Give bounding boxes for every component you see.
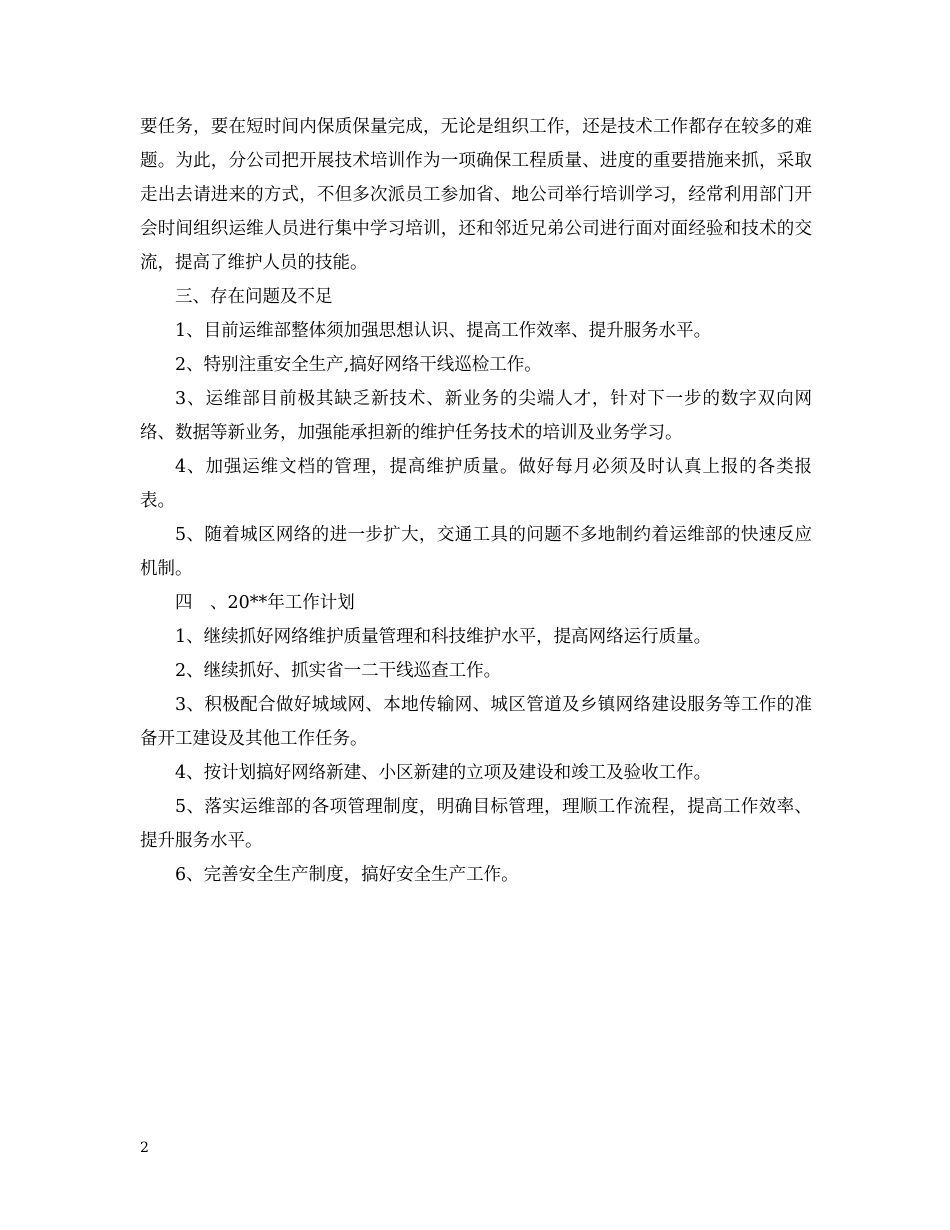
document-body xyxy=(140,110,812,892)
section-heading-work-plan: 四 、20**年工作计划 xyxy=(175,593,355,613)
problem-item-3: 3、运维部目前极其缺乏新技术、新业务的尖端人才，针对下一步的数字双向网络、数据等新业务，加强能承担新的维护任务技术的培训及业务学习。 xyxy=(140,389,812,443)
problem-item-4: 4、加强运维文档的管理，提高维护质量。做好每月必须及时认真上报的各类报表。 xyxy=(140,457,812,511)
problem-item-5: 5、随着城区网络的进一步扩大，交通工具的问题不多地制约着运维部的快速反应机制。 xyxy=(140,525,812,579)
plan-item-3: 3、积极配合做好城域网、本地传输网、城区管道及乡镇网络建设服务等工作的准备开工建设及其他工作任务。 xyxy=(140,695,812,749)
plan-item-6: 6、完善安全生产制度，搞好安全生产工作。 xyxy=(175,865,519,885)
problem-item-1: 1、目前运维部整体须加强思想认识、提高工作效率、提升服务水平。 xyxy=(175,321,712,341)
problem-item-2: 2、特别注重安全生产,搞好网络干线巡检工作。 xyxy=(175,355,542,375)
plan-item-4: 4、按计划搞好网络新建、小区新建的立项及建设和竣工及验收工作。 xyxy=(175,763,712,783)
section-heading-problems: 三、存在问题及不足 xyxy=(175,287,333,307)
plan-item-5: 5、落实运维部的各项管理制度，明确目标管理，理顺工作流程，提高工作效率、提升服务水平。 xyxy=(140,797,812,851)
plan-item-1: 1、继续抓好网络维护质量管理和科技维护水平，提高网络运行质量。 xyxy=(175,627,712,647)
paragraph-continued-training: 要任务，要在短时间内保质保量完成，无论是组织工作，还是技术工作都存在较多的难题。为此，分公司把开展技术培训作为一项确保工程质量、进度的重要措施来抓，采取走出去请进来的方式，不但多次派员工参加省、地公司举行培训学习，经常利用部门开会时间组织运维人员进行集中学习培训，还和邻近兄弟公司进行面对面经验和技术的交流，提高了维护人员的技能。 xyxy=(140,117,812,273)
plan-item-2: 2、继续抓好、抓实省一二干线巡查工作。 xyxy=(175,661,502,681)
page-number: 2 xyxy=(140,1140,149,1156)
